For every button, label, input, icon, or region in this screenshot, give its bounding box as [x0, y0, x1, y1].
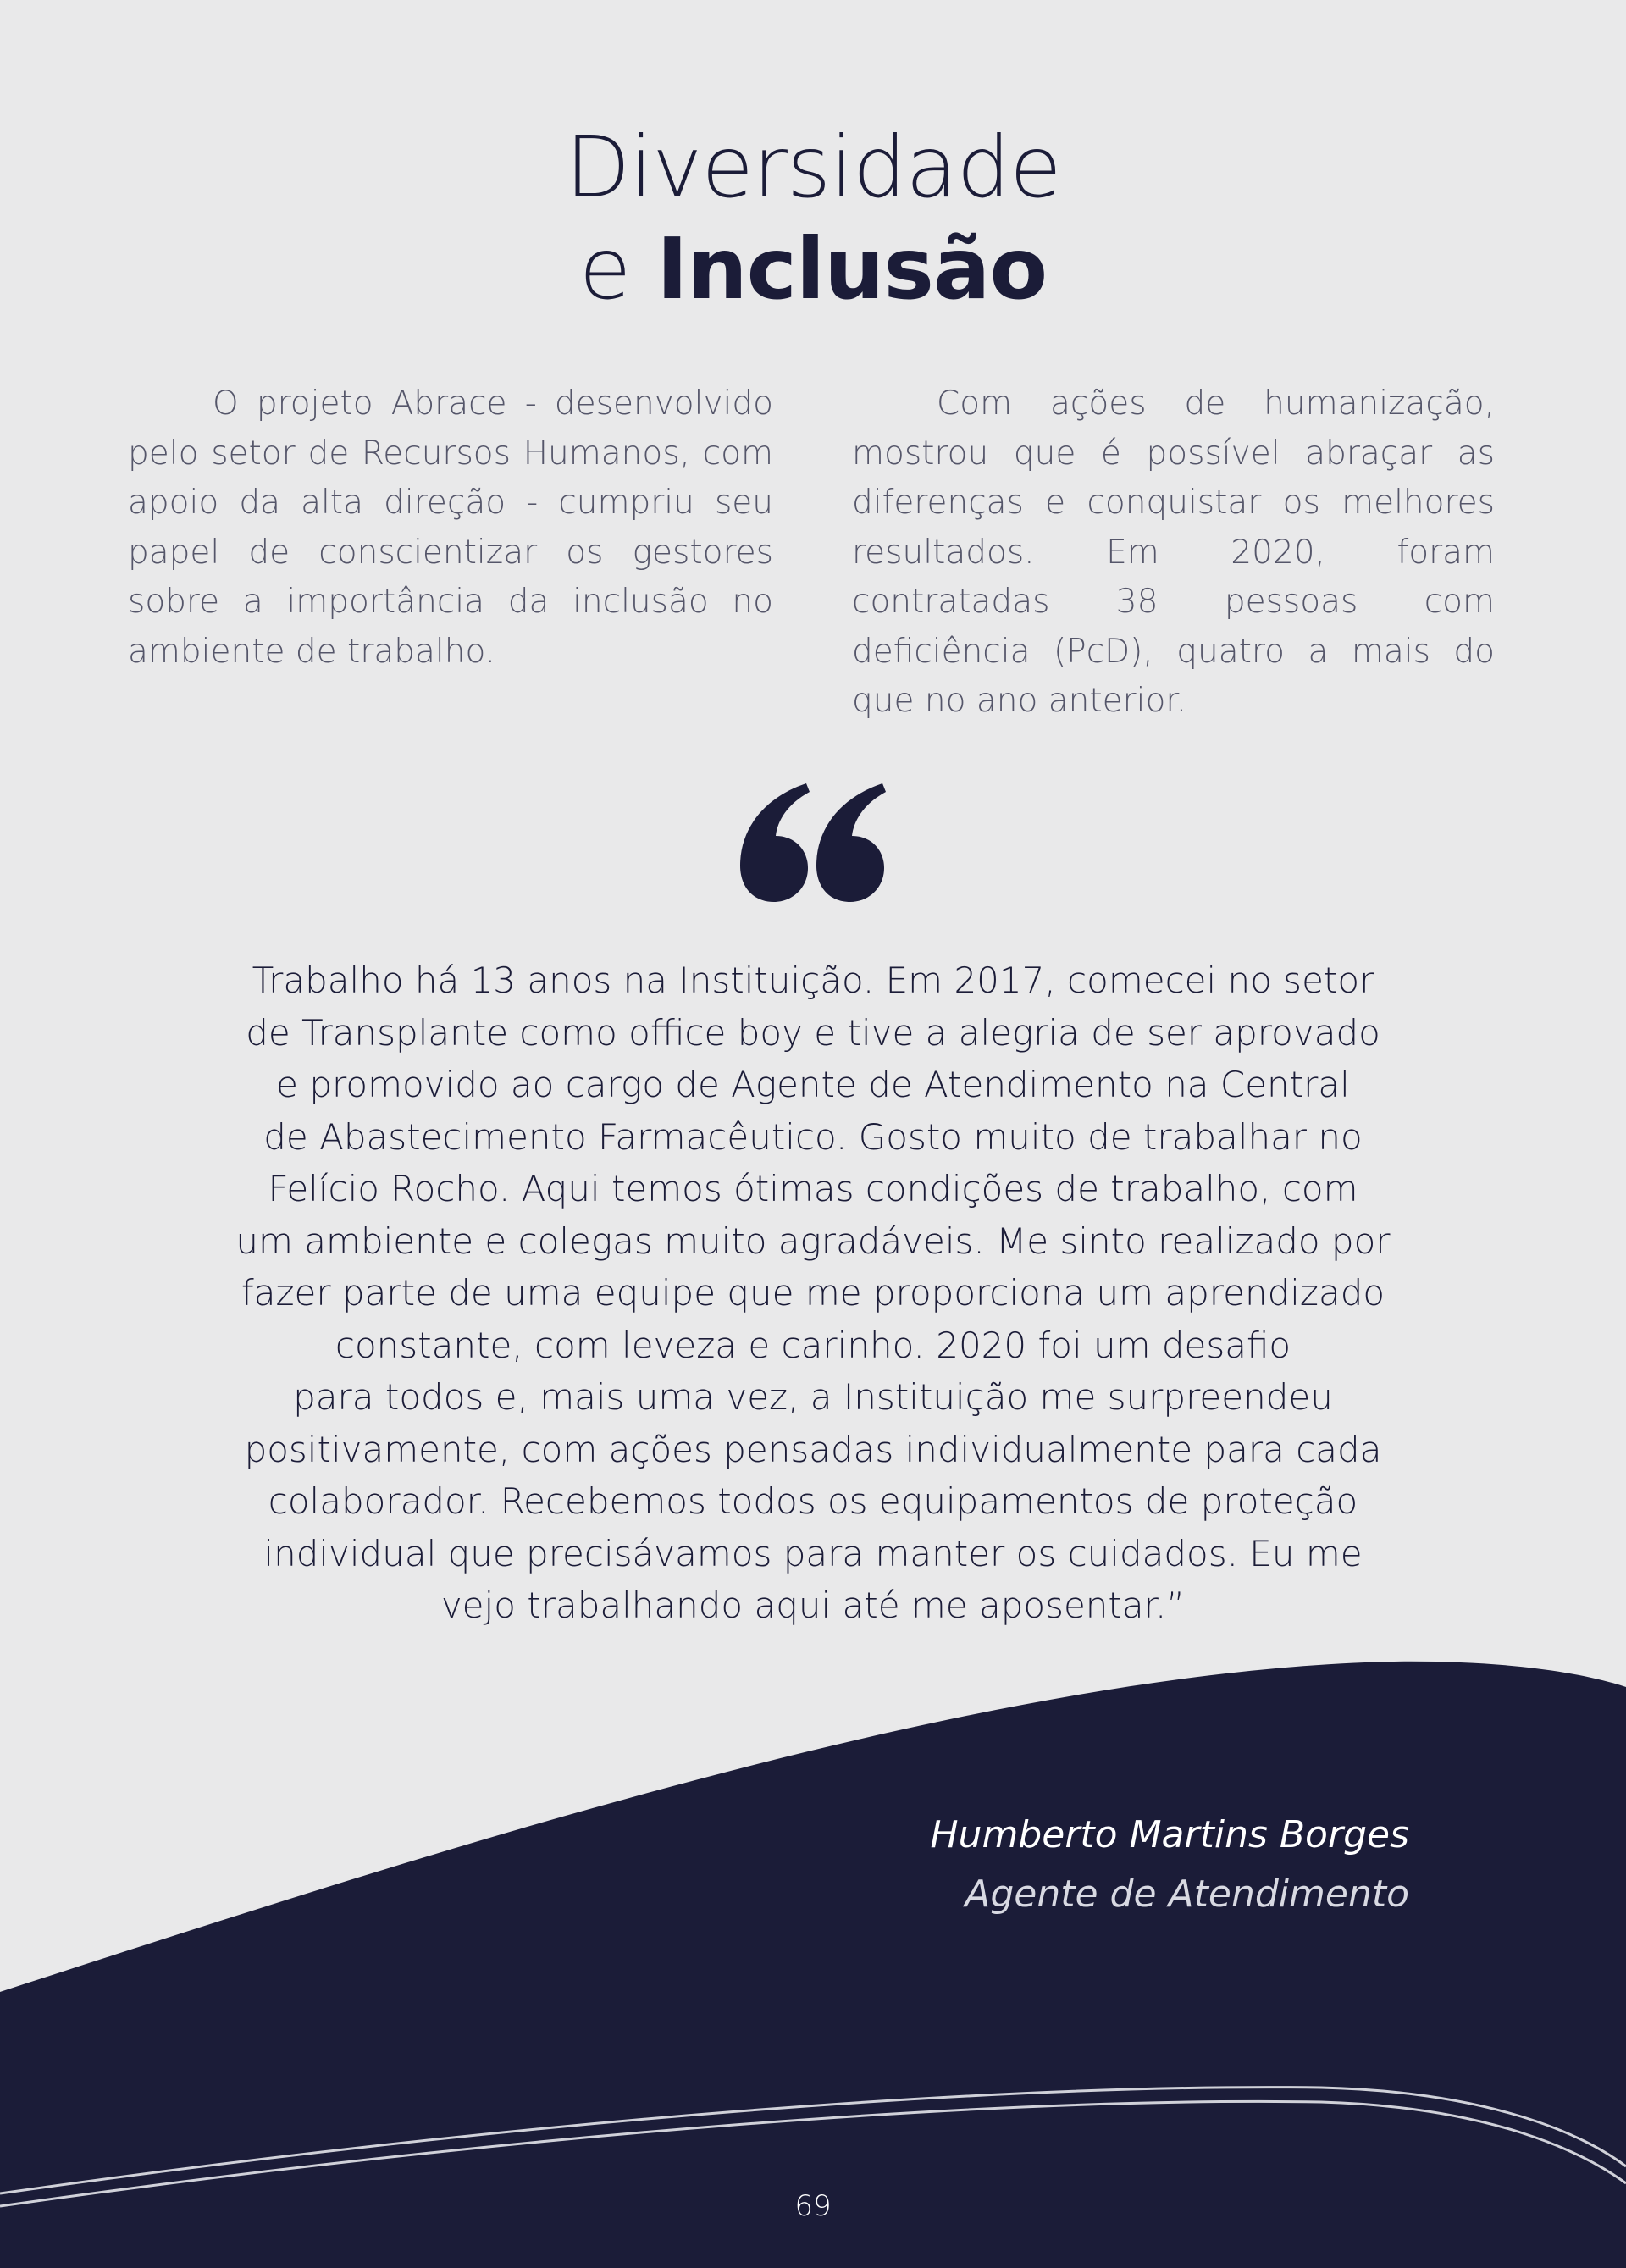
quote-line: para todos e, mais uma vez, a Instituição me surpreendeu	[293, 1376, 1333, 1418]
intro-paragraph-right: Com ações de humanização, mostrou que é possível abraçar as diferenças e conquistar os melhores resultados. Em 2020, foram contratadas 38 pessoas com deficiência (PcD), quatro a mais do que no ano anterior.	[852, 384, 1495, 720]
quote-line: individual que precisávamos para manter os cuidados. Eu me	[263, 1532, 1363, 1574]
quote-line: vejo trabalhando aqui até me aposentar.”	[440, 1585, 1186, 1626]
quote-line: Trabalho há 13 anos na Instituição. Em 2017, comecei no setor	[252, 960, 1374, 1001]
quote-line: colaborador. Recebemos todos os equipamentos de proteção	[268, 1480, 1358, 1522]
author-name: Humberto Martins Borges	[930, 1813, 1409, 1856]
quote-line: constante, com leveza e carinho. 2020 foi um desafio	[335, 1324, 1291, 1366]
quote-line: um ambiente e colegas muito agradáveis. Me sinto realizado por	[235, 1220, 1391, 1262]
quote-line: fazer parte de uma equipe que me proporciona um aprendizado	[241, 1272, 1385, 1314]
quote-line: de Transplante como office boy e tive a alegria de ser aprovado	[246, 1011, 1380, 1054]
quote-line: positivamente, com ações pensadas individualmente para cada	[244, 1428, 1382, 1470]
title-line-2-light: e	[578, 219, 631, 318]
quote-line: de Abastecimento Farmacêutico. Gosto muito de trabalhar no	[263, 1115, 1363, 1158]
footer-wave-fill	[0, 1662, 1626, 2268]
quote-line: Felício Rocho. Aqui temos ótimas condições de trabalho, com	[268, 1168, 1358, 1209]
title-line-1: Diversidade	[565, 118, 1061, 217]
intro-paragraph-left: O projeto Abrace - desenvolvido pelo setor de Recursos Humanos, com apoio da alta direção - cumpriu seu papel de conscientizar os gestores sobre a importância da inclusão no ambiente de trabalho.	[128, 384, 773, 671]
quote-line: e promovido ao cargo de Agente de Atendimento na Central	[276, 1064, 1350, 1105]
page-number: 69	[794, 2189, 832, 2223]
author-role: Agente de Atendimento	[965, 1872, 1409, 1916]
title-line-2-bold: Inclusão	[656, 219, 1048, 318]
